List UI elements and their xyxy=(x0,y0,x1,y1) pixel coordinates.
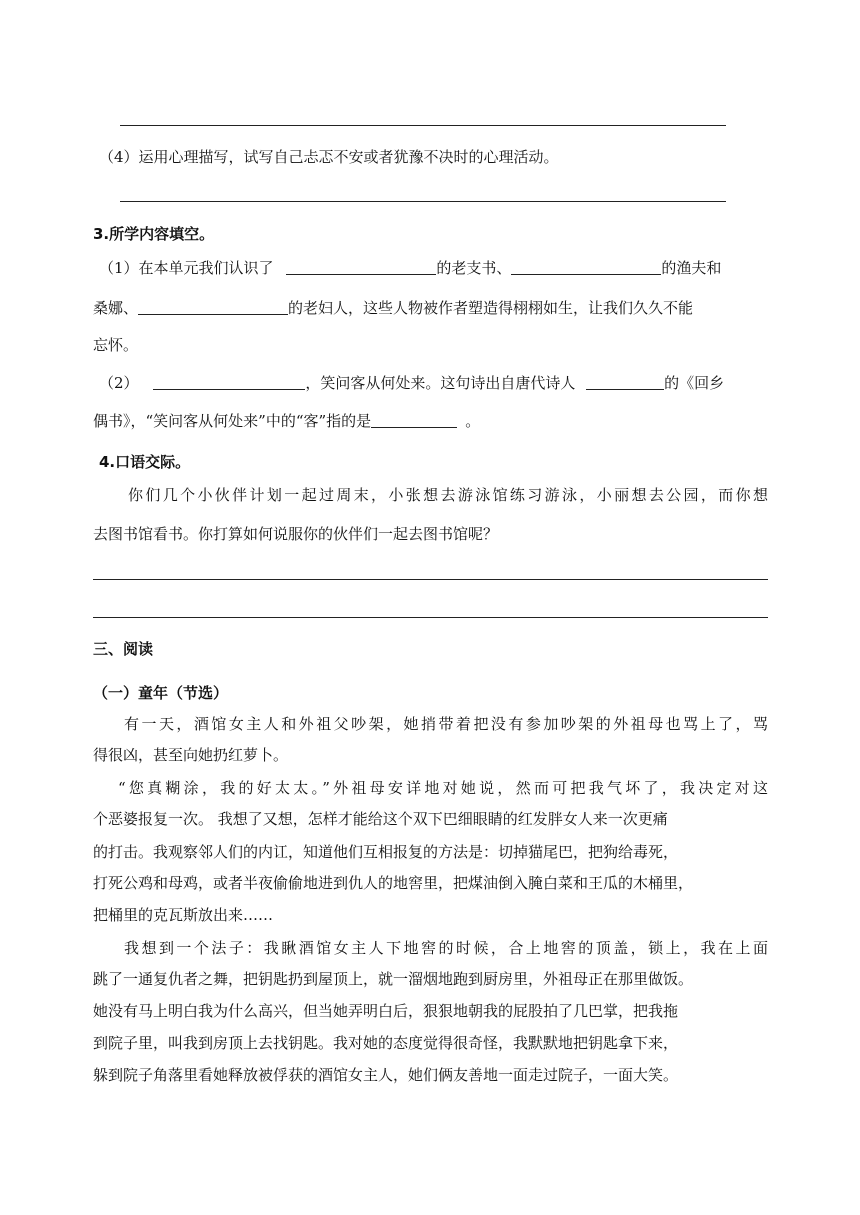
fill-blank[interactable] xyxy=(586,373,664,390)
question-2-item-4: （4）运用心理描写，试写自己忐忑不安或者犹豫不决时的心理活动。 xyxy=(99,148,559,166)
passage-line: 到院子里，叫我到房顶上去找钥匙。我对她的态度觉得很奇怪，我默默地把钥匙拿下来， xyxy=(93,1034,679,1052)
question-4-text: 去图书馆看书。你打算如何说服你的伙伴们一起去图书馆呢？ xyxy=(93,525,499,543)
passage-line: 打死公鸡和母鸡，或者半夜偷偷地进到仇人的地窖里，把煤油倒入腌白菜和王瓜的木桶里， xyxy=(93,874,694,892)
q3-line-1 xyxy=(99,258,721,278)
passage-line: 把桶里的克瓦斯放出来…… xyxy=(93,906,274,924)
q3-text: （1）在本单元我们认识了 xyxy=(99,259,274,277)
q3-text: 桑娜、 xyxy=(93,299,139,317)
section-heading: 三、阅读 xyxy=(93,640,154,658)
passage-line: 得很凶，甚至向她扔红萝卜。 xyxy=(93,746,289,764)
q3-text: 的《回乡 xyxy=(664,374,725,392)
q3-text: 的老妇人，这些人物被作者塑造得栩栩如生，让我们久久不能 xyxy=(288,299,694,317)
passage-line: 个恶婆报复一次。 我想了又想，怎样才能给这个双下巴细眼睛的红发胖女人来一次更痛 xyxy=(93,810,668,828)
q3-line-5 xyxy=(93,411,480,431)
question-3-title: 3.所学内容填空。 xyxy=(93,225,215,243)
fill-blank[interactable] xyxy=(138,298,288,315)
answer-line[interactable] xyxy=(120,125,726,126)
q3-text: （2） xyxy=(99,374,139,392)
q3-line-3: 忘怀。 xyxy=(93,336,139,354)
fill-blank[interactable] xyxy=(511,258,661,275)
answer-line[interactable] xyxy=(93,579,768,580)
fill-blank[interactable] xyxy=(153,373,305,390)
passage-line: 她没有马上明白我为什么高兴，但当她弄明白后，狠狠地朝我的屁股拍了几巴掌，把我拖 xyxy=(93,1002,679,1020)
q3-line-4 xyxy=(99,373,724,393)
passage-line: 躲到院子角落里看她释放被俘获的酒馆女主人，她们俩友善地一面走过院子，一面大笑。 xyxy=(93,1066,679,1084)
fill-blank[interactable] xyxy=(286,258,436,275)
q3-text: 的渔夫和 xyxy=(661,259,722,277)
answer-line[interactable] xyxy=(93,617,768,618)
passage-line: 跳了一通复仇者之舞，把钥匙扔到屋顶上，就一溜烟地跑到厨房里，外祖母正在那里做饭。 xyxy=(93,970,694,988)
question-4-title: 4.口语交际。 xyxy=(99,453,191,471)
passage-line: 有一天，酒馆女主人和外祖父吵架，她捎带着把没有参加吵架的外祖母也骂上了，骂 xyxy=(124,715,768,733)
answer-line[interactable] xyxy=(120,201,726,202)
question-4-text: 你们几个小伙伴计划一起过周末，小张想去游泳馆练习游泳，小丽想去公园，而你想 xyxy=(128,486,768,504)
passage-line: “您真糊涂，我的好太太。”外祖母安详地对她说，然而可把我气坏了，我决定对这 xyxy=(118,779,768,797)
q3-text: 的老支书、 xyxy=(436,259,512,277)
fill-blank[interactable] xyxy=(371,411,457,428)
passage-line: 的打击。我观察邻人们的内讧，知道他们互相报复的方法是：切掉猫尾巴，把狗给毒死， xyxy=(93,843,679,861)
q3-text: 。 xyxy=(465,412,481,430)
passage-title: （一）童年（节选） xyxy=(93,684,229,702)
q3-line-2 xyxy=(93,298,693,318)
q3-text: ，笑问客从何处来。这句诗出自唐代诗人 xyxy=(305,374,576,392)
passage-line: 我想到一个法子：我瞅酒馆女主人下地窖的时候，合上地窖的顶盖，锁上，我在上面 xyxy=(124,939,768,957)
q3-text: 偶书》，“笑问客从何处来”中的“客”指的是 xyxy=(93,412,372,430)
